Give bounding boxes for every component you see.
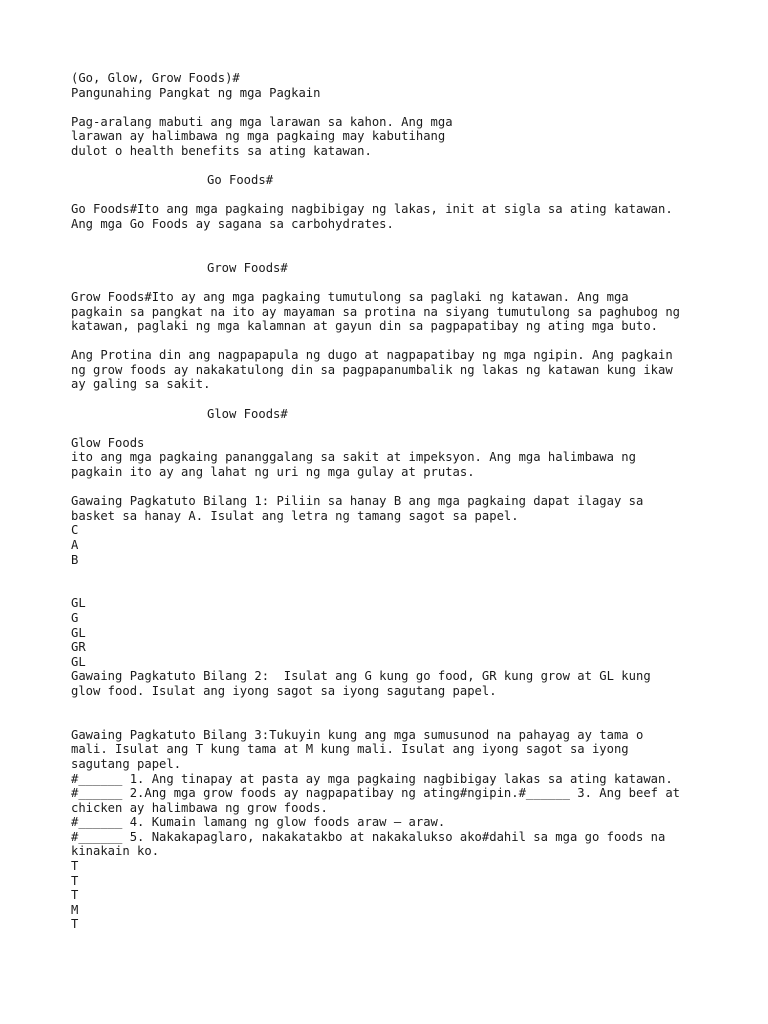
text-line: Glow Foods [71,435,145,450]
activity-3-instructions: sagutang papel. [71,756,182,771]
activity-1-instructions: Gawaing Pagkatuto Bilang 1: Piliin sa hanay B ang mga pagkaing dapat ilagay sa [71,494,644,509]
activity-2 [71,596,751,698]
document-subtitle: Pangunahing Pangkat ng mga Pagkain [71,85,321,100]
answer-item: GL [71,654,86,669]
activity-1 [71,494,751,567]
activity-3 [71,728,751,932]
answer-item: GL [71,596,86,611]
activity-2-instructions: glow food. Isulat ang iyong sagot sa iyong sagutang papel. [71,683,497,698]
answer-item: C [71,523,79,538]
text-line: dulot o health benefits sa ating katawan. [71,143,372,158]
activity-2-instructions: Gawaing Pagkatuto Bilang 2: Isulat ang G kung go food, GR kung grow at GL kung [71,669,651,684]
activity-3-instructions: Gawaing Pagkatuto Bilang 3:Tukuyin kung ang mga sumusunod na pahayag ay tama o [71,727,644,742]
answer-item: A [71,538,79,552]
answer-item: G [71,610,79,625]
question-item: #______ 5. Nakakapaglaro, nakakatakbo at nakakalukso ako#dahil sa mga go foods na [71,829,666,844]
document-title: (Go, Glow, Grow Foods)# [71,71,240,85]
answer-item: M [71,902,79,917]
text-line: ito ang mga pagkaing pananggalang sa sakit at impeksyon. Ang mga halimbawa ng [71,450,636,465]
document-page [71,71,751,932]
question-item: kinakain ko. [71,844,160,859]
answer-item: B [71,552,79,567]
grow-foods-heading: Grow Foods# [207,260,288,275]
text-line: katawan, paglaki ng mga kalamnan at gayun din sa pagpapatibay ng ating mga buto. [71,319,658,334]
text-line: Go Foods#Ito ang mga pagkaing nagbibigay ng lakas, init at sigla sa ating katawan. [71,202,673,217]
text-line: larawan ay halimbawa ng mga pagkaing may kabutihang [71,129,446,144]
question-item: #______ 1. Ang tinapay at pasta ay mga pagkaing nagbibigay lakas sa ating katawan. [71,771,673,786]
text-line: ng grow foods ay nakakatulong din sa pagpapanumbalik ng lakas ng katawan kung ikaw [71,362,673,377]
answer-item: T [71,859,79,874]
question-item: #______ 4. Kumain lamang ng glow foods araw – araw. [71,815,446,830]
text-line: Pag-aralang mabuti ang mga larawan sa kahon. Ang mga [71,114,453,129]
activity-1-instructions: basket sa hanay A. Isulat ang letra ng tamang sagot sa papel. [71,508,519,523]
glow-foods-paragraph [71,436,751,480]
question-item: #______ 2.Ang mga grow foods ay nagpapatibay ng ating#ngipin.#______ 3. Ang beef at [71,786,681,801]
activity-3-instructions: mali. Isulat ang T kung tama at M kung mali. Isulat ang iyong sagot sa iyong [71,742,629,757]
text-line: Ang Protina din ang nagpapapula ng dugo at nagpapatibay ng mga ngipin. Ang pagkain [71,348,673,363]
go-foods-heading: Go Foods# [207,173,274,188]
grow-foods-paragraph-1 [71,290,751,334]
text-line: ay galing sa sakit. [71,377,211,392]
glow-foods-heading: Glow Foods# [207,406,288,421]
go-foods-paragraph [71,202,751,231]
text-line: pagkain sa pangkat na ito ay mayaman sa protina na siyang tumutulong sa paghubog ng [71,304,681,319]
question-item: chicken ay halimbawa ng grow foods. [71,800,328,815]
text-line: Grow Foods#Ito ay ang mga pagkaing tumutulong sa paglaki ng katawan. Ang mga [71,289,629,304]
text-line: pagkain ito ay ang lahat ng uri ng mga gulay at prutas. [71,465,475,480]
answer-item: T [71,873,79,888]
text-line: Ang mga Go Foods ay sagana sa carbohydrates. [71,216,394,231]
grow-foods-paragraph-2 [71,348,751,392]
answer-item: T [71,917,79,932]
answer-item: GR [71,640,86,655]
answer-item: T [71,888,79,903]
intro-paragraph [71,115,751,159]
answer-item: GL [71,625,86,640]
